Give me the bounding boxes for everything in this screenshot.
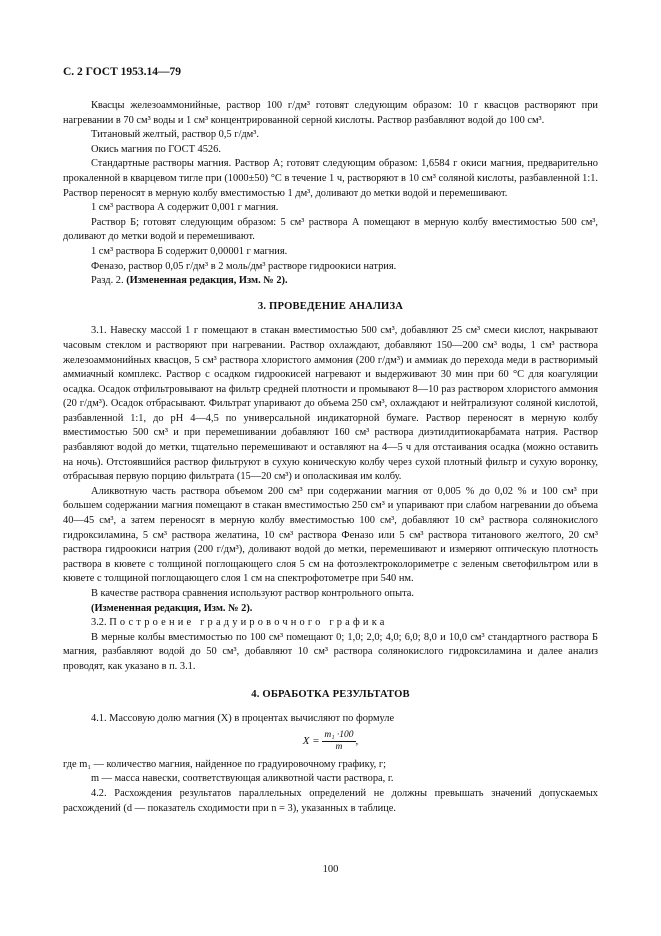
formula-numerator: m₁ ·100 (324, 729, 354, 740)
formula-tail: , (355, 734, 359, 747)
formula-legend: где m₁ — количество магния, найденное по градуировочному графику, г; (63, 758, 387, 770)
paragraph: 3.1. Навеску массой 1 г помещают в стакан вместимостью 500 см³, добавляют 25 см³ смеси кислот, накрывают часовым стеклом и растворяют при нагревании. Раствор охлаждают, добавляют 150—200 см³ воды, 1 см³ раствора железоаммонийных квасцов, 5 см³ раствора хлористого аммония (200 г/дм³) и аммиак до перехода меди в растворимый аммиачный комплекс. Раствор с осадком гидроокисей нагревают и выдерживают 30 мин при 60 °С для коагуляции осадка. Осадок отфильтровывают на фильтр средней плотности и промывают 8—10 раз раствором хлористого аммония (20 г/дм³). Осадок отбрасывают. Фильтрат упаривают до объема 250 см³, охлаждают и нейтрализуют соляной кислотой, разбавленной 1:1, до pH 4—4,5 по универсальной индикаторной бумаге. Раствор переносят в мерную колбу вместимостью 500 см³ и при перемешивании добавляют 160 см³ раствора диэтилдитиокарбамата натрия. Раствор разбавляют водой до метки, тщательно перемешивают и оставляют на 4—5 ч для отстаивания осадка (можно оставить на ночь). Отстоявшийся раствор фильтруют в сухую коническую колбу через сухой плотный фильтр и сухую воронку, отбрасывая первую порцию фильтрата (15—20 см³) и ополаскивая им колбу. (63, 325, 598, 483)
page-header: С. 2 ГОСТ 1953.14—79 (63, 66, 182, 78)
subsection-number: 3.2. (91, 617, 110, 629)
section-title-analysis: 3. ПРОВЕДЕНИЕ АНАЛИЗА (257, 300, 404, 312)
subsection-title: Построение градуировочного графика (109, 617, 388, 629)
paragraph: Стандартные растворы магния. Раствор А; готовят следующим образом: 1,6584 г окиси магния, предварительно прокаленной в кварцевом тигле при (1000±50) °С в течение 1 ч, растворяют в 10 см³ соляной кислоты, разбавленной 1:1. Раствор переносят в мерную колбу вместимостью 1 дм³, доливают до метки водой и перемешивают. (63, 158, 598, 199)
amendment-bold: (Измененная редакция, Изм. № 2). (126, 275, 288, 287)
paragraph: Феназо, раствор 0,05 г/дм³ в 2 моль/дм³ растворе гидроокиси натрия. (91, 260, 397, 272)
paragraph: 4.1. Массовую долю магния (X) в процентах вычисляют по формуле (91, 713, 395, 725)
formula-fraction (322, 730, 355, 753)
paragraph: Аликвотную часть раствора объемом 200 см³ при содержании магния от 0,005 % до 0,02 % и 100 см³ при большем содержании магния помещают в стакан вместимостью 250 см³ и упаривают при слабом нагревании до объема 40—45 см³, а затем переносят в мерную колбу вместимостью 100 см³, добавляют 10 см³ раствора солянокислого гидроксиламина, 5 см³ раствора желатина, 10 см³ раствора Феназо или 5 см³ раствора титанового желтого, 20 см³ раствора гидроокиси натрия (200 г/дм³), доливают водой до метки, перемешивают и измеряют оптическую плотность раствора в кювете с толщиной поглощающего слоя 5 см на фотоэлектроколориметре с зеленым светофильтром или в кювете с толщиной поглощающего слоя 1 см на спектрофотометре при 540 нм. (63, 485, 598, 585)
amendment-note: (Измененная редакция, Изм. № 2). (91, 602, 253, 614)
paragraph: В мерные колбы вместимостью по 100 см³ помещают 0; 1,0; 2,0; 4,0; 6,0; 8,0 и 10,0 см³ стандартного раствора Б магния, разбавляют водой до 50 см³, добавляют 10 см³ раствора солянокислого гидроксиламина и далее анализ проводят, как указано в п. 3.1. (63, 631, 598, 672)
page-body (63, 99, 598, 816)
paragraph: Окись магния по ГОСТ 4526. (91, 143, 221, 155)
subsection-heading (63, 616, 598, 631)
section-title-results: 4. ОБРАБОТКА РЕЗУЛЬТАТОВ (251, 688, 410, 700)
paragraph: 1 см³ раствора Б содержит 0,00001 г магния. (91, 245, 288, 257)
paragraph: В качестве раствора сравнения используют раствор контрольного опыта. (91, 588, 414, 599)
paragraph: Квасцы железоаммонийные, раствор 100 г/дм³ готовят следующим образом: 10 г квасцов растворяют при нагревании в 70 см³ воды и 1 см³ концентрированной серной кислоты. Раствор разбавляют водой до 100 см³. (63, 100, 598, 126)
formula-denominator: m (335, 741, 343, 752)
amendment-note (63, 274, 598, 289)
formula (63, 730, 598, 753)
paragraph: Титановый желтый, раствор 0,5 г/дм³. (91, 129, 259, 141)
paragraph: Раствор Б; готовят следующим образом: 5 см³ раствора А помещают в мерную колбу вместимостью 500 см³, доливают до метки водой и перемешивают. (63, 216, 598, 243)
formula-legend: m — масса навески, соответствующая аликвотной части раствора, г. (91, 773, 394, 785)
formula-lhs: X = (302, 734, 320, 747)
paragraph: 1 см³ раствора А содержит 0,001 г магния. (91, 202, 279, 214)
paragraph: 4.2. Расхождения результатов параллельных определений не должны превышать значений допускаемых расхождений (d — показатель сходимости при n = 3), указанных в таблице. (63, 787, 598, 814)
amendment-ref: Разд. 2. (91, 275, 127, 287)
page-number: 100 (322, 864, 339, 875)
